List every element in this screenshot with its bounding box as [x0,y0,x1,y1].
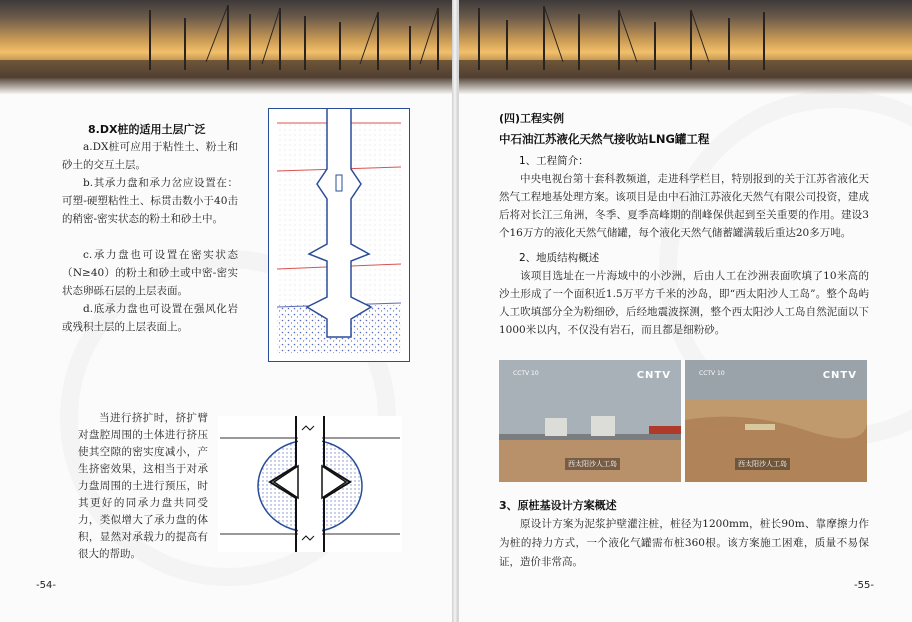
construction-skyline-icon [459,0,912,95]
section-title-dx-soil: 8.DX桩的适用土层广泛 [88,123,206,136]
dx-pile-section-figure [268,108,410,362]
cntv-logo: CNTV [636,370,671,381]
photo-caption: 西太阳沙人工岛 [565,458,620,470]
subsection-2-title: 2、地质结构概述 [519,252,600,264]
squeeze-effect-figure [218,416,402,552]
right-page [458,0,912,622]
header-banner-right [459,0,912,95]
photo-lng-tanks [499,360,681,482]
section-title-case: (四)工程实例 [499,112,565,125]
subsection-3-title: 3、原桩基设计方案概述 [499,499,617,512]
subsection-3-body: 原设计方案为泥浆护壁灌注桩，桩径为1200mm，桩长90m、靠摩擦力作为桩的持力方式，一个液化气罐需布桩360根。该方案施工困难，质量不易保证，造价非常高。 [499,518,869,568]
right-page-number: -55- [854,580,874,591]
construction-skyline-icon [0,0,452,95]
squeeze-diagram-icon [218,416,402,552]
subsection-1-body: 中央电视台第十套科教频道，走进科学栏目，特别报到的关于江苏省液化天然气工程地基处理方案。该项目是由中石油江苏液化天然气有限公司投资，建成后将对长江三角洲，冬季、夏季高峰期的削峰保供起到至关重要的作用。建设3个16万方的液化天然气储罐，每个液化天然气储蓄罐满载后重达20多万吨。 [499,173,869,239]
photo-sand-island [685,360,867,482]
soil-item-b: b.其承力盘和承力岔应设置在：可塑-硬塑粘性土、标贯击数小于40击的稍密-密实状态的粉土和砂土中。 [62,177,238,225]
photo-caption: 西太阳沙人工岛 [735,458,790,470]
cntv-logo: CNTV [822,370,857,381]
squeeze-effect-text: 当进行挤扩时，挤扩臂对盘腔周围的土体进行挤压使其空隙的密实度减小，产生挤密效果，这相当于对承力盘周围的土进行预压，时其更好的同承力盘共同受力，类似增大了承力盘的体积，显然对承载力的提高有很大的帮助。 [78,412,208,560]
soil-item-c: c.承力盘也可设置在密实状态（N≥40）的粉土和砂土或中密-密实状态卵砾石层的上层表面。 [62,249,238,297]
dx-pile-diagram-icon [269,109,409,361]
soil-item-a: a.DX桩可应用于粘性土、粉土和砂土的交互土层。 [62,141,238,171]
subsection-2-body: 该项目选址在一片海域中的小沙洲，后由人工在沙洲表面吹填了10米高的沙土形成了一个面积近1.5万平方千米的沙岛，即“西太阳沙人工岛”。整个岛屿人工吹填部分全为粉细砂，后经地震波探测，整个西太阳沙人工岛自然泥面以下1000米以内，不仅没有岩石，而且都是细粉砂。 [499,270,869,336]
header-banner [0,0,452,95]
subsection-1-title: 1、工程简介： [519,155,589,167]
left-page [0,0,453,622]
cctv-channel-label: CCTV 10 [699,370,725,377]
left-page-number: -54- [36,580,56,591]
cctv-channel-label: CCTV 10 [513,370,539,377]
soil-item-d: d.底承力盘也可设置在强风化岩或残积土层的上层表面上。 [62,303,238,333]
project-title: 中石油江苏液化天然气接收站LNG罐工程 [499,132,710,146]
